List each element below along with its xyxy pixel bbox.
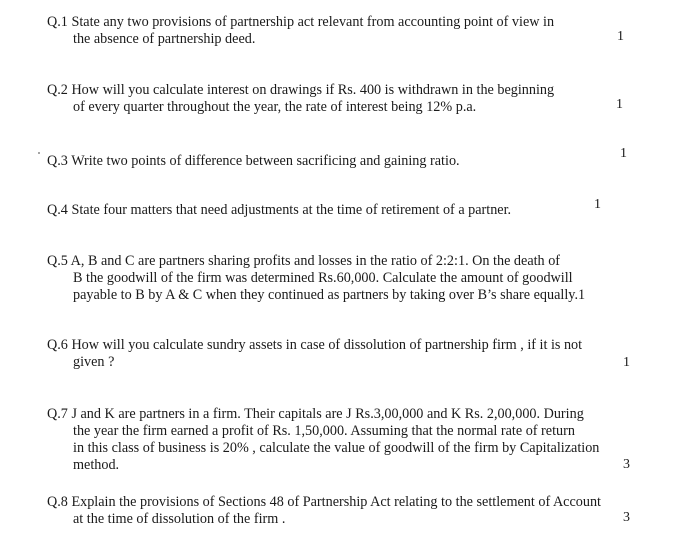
question-number: Q.3 xyxy=(47,153,68,169)
question-2 xyxy=(47,82,554,116)
question-number: Q.1 xyxy=(47,14,68,30)
question-text: Explain the provisions of Sections 48 of Partnership Act relating to the settlement of Account xyxy=(71,494,602,510)
question-1 xyxy=(47,14,554,48)
question-text: A, B and C are partners sharing profits and losses in the ratio of 2:2:1. On the death of xyxy=(70,253,561,269)
question-5 xyxy=(47,253,585,304)
question-number: Q.5 xyxy=(47,253,68,269)
question-4 xyxy=(47,202,511,219)
question-number: Q.4 xyxy=(47,202,68,218)
question-8 xyxy=(47,494,601,528)
scan-speck xyxy=(38,152,40,154)
question-7 xyxy=(47,406,599,474)
question-text: B the goodwill of the firm was determined Rs.60,000. Calculate the amount of goodwill xyxy=(73,270,573,286)
marks-label: 3 xyxy=(623,510,630,525)
question-text: State any two provisions of partnership act relevant from accounting point of view in xyxy=(71,14,555,30)
question-number: Q.8 xyxy=(47,494,68,510)
marks-label: 1 xyxy=(623,355,630,370)
question-text: Write two points of difference between sacrificing and gaining ratio. xyxy=(71,153,460,169)
question-text: in this class of business is 20% , calculate the value of goodwill of the firm by Capitalization xyxy=(73,440,600,456)
question-text: the absence of partnership deed. xyxy=(73,31,256,47)
question-3 xyxy=(47,153,460,170)
question-6 xyxy=(47,337,582,371)
question-text: J and K are partners in a firm. Their capitals are J Rs.3,00,000 and K Rs. 2,00,000. During xyxy=(71,406,584,422)
question-number: Q.2 xyxy=(47,82,68,98)
question-text: payable to B by A & C when they continued as partners by taking over B’s share equally.1 xyxy=(73,287,586,303)
question-text: State four matters that need adjustments at the time of retirement of a partner. xyxy=(71,202,512,218)
question-number: Q.7 xyxy=(47,406,68,422)
question-text: method. xyxy=(73,457,120,473)
marks-label: 1 xyxy=(617,29,624,44)
question-text: How will you calculate interest on drawings if Rs. 400 is withdrawn in the beginning xyxy=(71,82,555,98)
marks-label: 1 xyxy=(594,197,601,212)
marks-label: 1 xyxy=(620,146,627,161)
marks-label: 1 xyxy=(616,97,623,112)
question-text: the year the firm earned a profit of Rs. 1,50,000. Assuming that the normal rate of return xyxy=(73,423,575,439)
question-text: at the time of dissolution of the firm . xyxy=(73,511,286,527)
question-text: of every quarter throughout the year, the rate of interest being 12% p.a. xyxy=(73,99,477,115)
marks-label: 3 xyxy=(623,457,630,472)
question-text: given ? xyxy=(73,354,115,370)
question-number: Q.6 xyxy=(47,337,68,353)
question-text: How will you calculate sundry assets in case of dissolution of partnership firm , if it is not xyxy=(71,337,583,353)
